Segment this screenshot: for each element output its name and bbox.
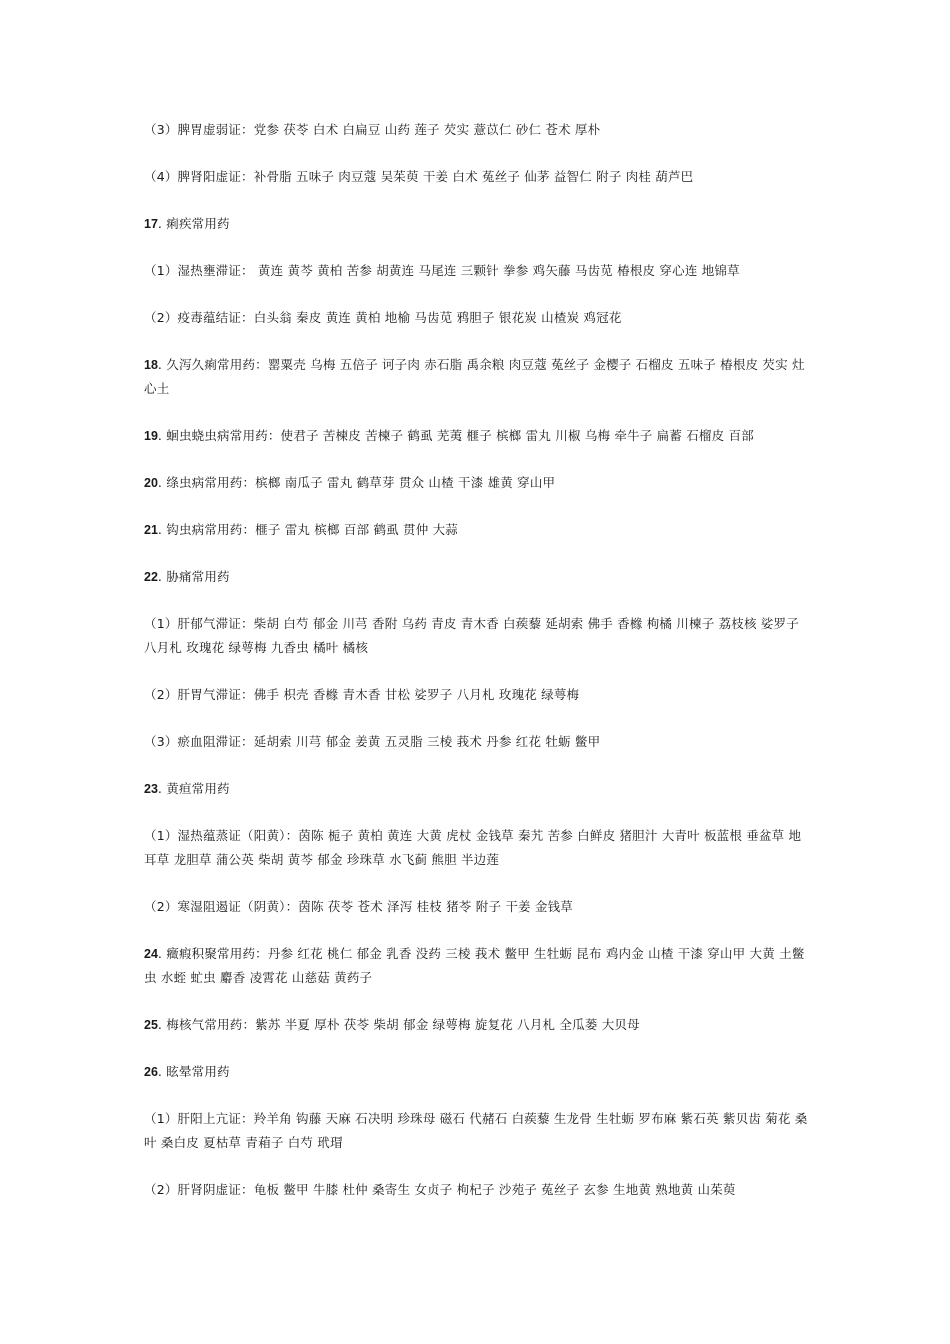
paragraph-hookworm (144, 518, 812, 542)
section-number: 17 (144, 217, 158, 231)
paragraph-text: . 梅核气常用药：紫苏 半夏 厚朴 茯苓 柴胡 郁金 绿萼梅 旋复花 八月札 全瓜蒌 大贝母 (157, 1017, 640, 1032)
paragraph-text: （2）寒湿阻遏证（阴黄）：茵陈 茯苓 苍术 泽泻 桂枝 猪苓 附子 干姜 金钱草 (144, 899, 573, 914)
paragraph-text: . 癥瘕积聚常用药：丹参 红花 桃仁 郁金 乳香 没药 三棱 莪术 鳖甲 生牡蛎 昆布 鸡内金 山楂 干漆 穿山甲 大黄 土鳖虫 水蛭 虻虫 麝香 凌霄花 山慈菇 黄药子 (144, 946, 805, 985)
section-number: 24 (144, 947, 158, 961)
paragraph-text: （4）脾肾阳虚证：补骨脂 五味子 肉豆蔻 吴茱萸 干姜 白术 菟丝子 仙茅 益智仁 附子 肉桂 葫芦巴 (144, 169, 694, 184)
paragraph-epidemic-toxin (144, 306, 812, 330)
heading-dizziness (144, 1060, 812, 1084)
paragraph-spleen-kidney-yang-deficiency (144, 165, 812, 189)
heading-jaundice (144, 777, 812, 801)
paragraph-text: （3）脾胃虚弱证：党参 茯苓 白术 白扁豆 山药 莲子 芡实 薏苡仁 砂仁 苍术 厚朴 (144, 122, 601, 137)
paragraph-text: . 久泻久痢常用药：罂粟壳 乌梅 五倍子 诃子肉 赤石脂 禹余粮 肉豆蔻 菟丝子 金樱子 石榴皮 五味子 椿根皮 芡实 灶心土 (144, 357, 805, 396)
paragraph-text: （3）瘀血阻滞证：延胡索 川芎 郁金 姜黄 五灵脂 三棱 莪术 丹参 红花 牡蛎 鳖甲 (144, 734, 601, 749)
paragraph-blood-stasis (144, 730, 812, 754)
section-number: 22 (144, 570, 158, 584)
heading-dysentery (144, 212, 812, 236)
paragraph-tapeworm (144, 471, 812, 495)
heading-text: . 黄疸常用药 (157, 781, 230, 796)
section-number: 19 (144, 429, 158, 443)
document-page (144, 118, 812, 1202)
paragraph-text: . 钩虫病常用药：榧子 雷丸 槟榔 百部 鹤虱 贯仲 大蒜 (157, 522, 458, 537)
paragraph-text: （1）湿热壅滞证： 黄连 黄芩 黄柏 苦参 胡黄连 马尾连 三颗针 拳参 鸡矢藤 马齿苋 椿根皮 穿心连 地锦草 (144, 263, 740, 278)
paragraph-text: . 蛔虫蛲虫病常用药：使君子 苦楝皮 苦楝子 鹤虱 芜荑 榧子 槟榔 雷丸 川椒 乌梅 牵牛子 扁蓄 石榴皮 百部 (157, 428, 754, 443)
heading-text: . 眩晕常用药 (157, 1064, 230, 1079)
section-number: 26 (144, 1065, 158, 1079)
paragraph-text: . 绦虫病常用药：槟榔 南瓜子 雷丸 鹤草芽 贯众 山楂 干漆 雄黄 穿山甲 (157, 475, 556, 490)
paragraph-text: （2）疫毒蕴结证：白头翁 秦皮 黄连 黄柏 地榆 马齿苋 鸦胆子 银花炭 山楂炭 鸡冠花 (144, 310, 622, 325)
paragraph-text: （1）肝郁气滞证：柴胡 白芍 郁金 川芎 香附 乌药 青皮 青木香 白蒺藜 延胡索 佛手 香橼 枸橘 川楝子 荔枝核 娑罗子 八月札 玫瑰花 绿萼梅 九香虫 橘叶 橘核 (144, 616, 799, 655)
section-number: 20 (144, 476, 158, 490)
paragraph-text: （1）肝阳上亢证：羚羊角 钩藤 天麻 石决明 珍珠母 磁石 代赭石 白蒺藜 生龙骨 生牡蛎 罗布麻 紫石英 紫贝齿 菊花 桑叶 桑白皮 夏枯草 青葙子 白芍 玳瑁 (144, 1111, 808, 1150)
paragraph-liver-yang-hyperactivity (144, 1107, 812, 1155)
paragraph-text: （1）湿热蕴蒸证（阳黄）：茵陈 栀子 黄柏 黄连 大黄 虎杖 金钱草 秦艽 苦参 白鲜皮 猪胆汁 大青叶 板蓝根 垂盆草 地耳草 龙胆草 蒲公英 柴胡 黄芩 郁金 珍珠草 水飞蓟 熊胆 半边莲 (144, 828, 802, 867)
paragraph-plum-pit-qi (144, 1013, 812, 1037)
section-number: 18 (144, 358, 158, 372)
paragraph-spleen-stomach-deficiency (144, 118, 812, 142)
section-number: 25 (144, 1018, 158, 1032)
heading-text: . 痢疾常用药 (157, 216, 230, 231)
paragraph-yin-jaundice (144, 895, 812, 919)
section-number: 23 (144, 782, 158, 796)
paragraph-text: （2）肝肾阴虚证：龟板 鳖甲 牛膝 杜仲 桑寄生 女贞子 枸杞子 沙苑子 菟丝子 玄参 生地黄 熟地黄 山茱萸 (144, 1182, 736, 1197)
section-number: 21 (144, 523, 158, 537)
paragraph-liver-qi-stagnation (144, 612, 812, 660)
paragraph-roundworm-pinworm (144, 424, 812, 448)
paragraph-chronic-diarrhea (144, 353, 812, 401)
paragraph-yang-jaundice (144, 824, 812, 872)
paragraph-damp-heat-stagnation (144, 259, 812, 283)
paragraph-abdominal-masses (144, 942, 812, 990)
paragraph-liver-stomach-qi-stagnation (144, 683, 812, 707)
paragraph-liver-kidney-yin-deficiency (144, 1178, 812, 1202)
paragraph-text: （2）肝胃气滞证：佛手 枳壳 香橼 青木香 甘松 娑罗子 八月札 玫瑰花 绿萼梅 (144, 687, 580, 702)
heading-text: . 胁痛常用药 (157, 569, 230, 584)
heading-hypochondriac-pain (144, 565, 812, 589)
